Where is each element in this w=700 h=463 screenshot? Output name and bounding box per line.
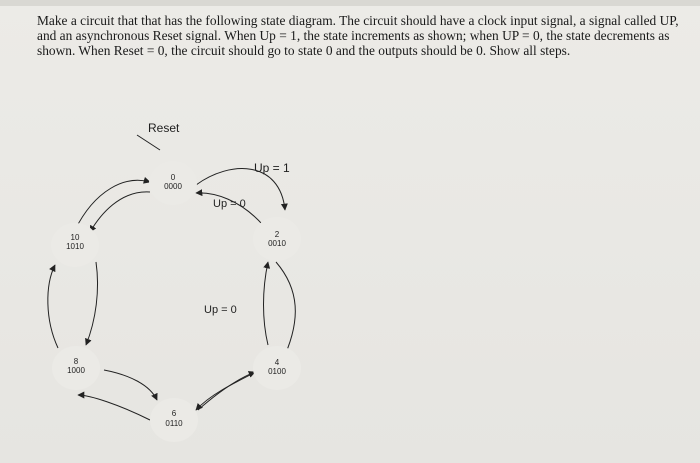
- state-0-number: 0: [170, 173, 176, 182]
- state-0-bits: 0000: [164, 182, 182, 191]
- edge-6-to-8: [78, 395, 150, 420]
- state-node-2: [253, 217, 301, 261]
- state-node-6: [150, 398, 198, 442]
- edge-label-up1: Up = 1: [254, 161, 290, 175]
- edge-0-to-10: [90, 192, 150, 232]
- problem-statement: Make a circuit that that has the following state diagram. The circuit should have a clock input signal, a signal called UP, and an asynchronous Reset signal. When Up = 1, the state increments as shown; when UP = 0, the state decrements as shown. When Reset = 0, the circuit should go to state 0 and the outputs should be 0. Show all steps.: [37, 13, 679, 58]
- edge-10-to-8: [86, 262, 98, 345]
- state-4-number: 4: [274, 358, 280, 367]
- state-node-4: [253, 346, 301, 390]
- state-2-number: 2: [274, 230, 280, 239]
- state-10-number: 10: [70, 233, 80, 242]
- edge-label-up0-top: Up = 0: [213, 198, 246, 210]
- state-node-8: [52, 346, 100, 390]
- state-6-number: 6: [171, 409, 177, 418]
- state-8-number: 8: [73, 357, 79, 366]
- state-node-10: [51, 223, 99, 267]
- edge-2-to-4: [276, 262, 295, 355]
- state-6-bits: 0110: [165, 419, 183, 428]
- state-8-bits: 1000: [67, 366, 85, 375]
- state-4-bits: 0100: [268, 367, 286, 376]
- state-10-bits: 1010: [66, 242, 84, 251]
- reset-arrow: [137, 135, 160, 150]
- edge-label-up0-mid: Up = 0: [204, 304, 237, 316]
- edge-8-to-6: [104, 370, 157, 400]
- edge-8-to-10: [48, 265, 58, 348]
- edge-4-to-2: [264, 262, 269, 345]
- edge-6-to-4: [198, 372, 255, 410]
- state-2-bits: 0010: [268, 239, 286, 248]
- state-node-0: [149, 161, 197, 205]
- reset-label: Reset: [148, 121, 180, 135]
